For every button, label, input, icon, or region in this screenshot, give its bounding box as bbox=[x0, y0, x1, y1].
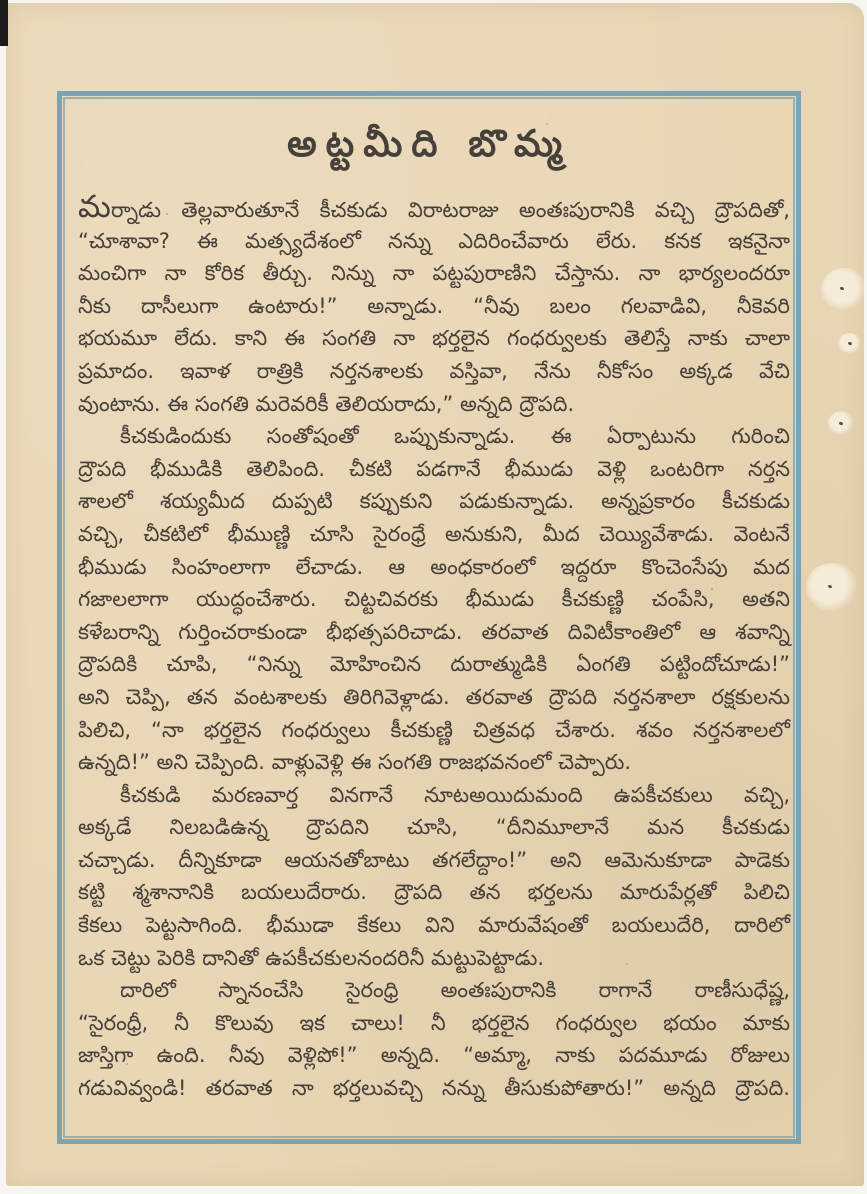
story-text bbox=[78, 189, 790, 1105]
scan-corner-mark bbox=[0, 0, 8, 46]
text-line-p2-l5: భీముడు సింహంలాగా లేచాడు. ఆ అంధకారంలో ఇద్దరూ కొంచెంసేపు మద bbox=[78, 554, 790, 579]
text-line-p3-l2: అక్కడే నిలబడిఉన్న ద్రౌపదిని చూసి, “దీనిమూలానే మన కీచకుడు bbox=[78, 815, 790, 840]
text-line-p4-l3: జాస్తిగా ఉంది. నీవు వెళ్లిపో!” అన్నది. “అమ్మా, నాకు పదమూడు రోజులు bbox=[78, 1043, 790, 1068]
text-line-p2-l8: ద్రౌపదికి చూపి, “నిన్ను మోహించిన దురాత్ముడికి ఏంగతి పట్టిందోచూడు!” bbox=[78, 652, 790, 677]
text-line-p1-l2: “చూశావా? ఈ మత్స్యదేశంలో నన్ను ఎదిరించేవారు లేరు. కనక ఇకనైనా bbox=[78, 228, 790, 253]
text-line-p2-l6: గజాలలాగా యుద్ధంచేశారు. చిట్టచివరకు భీముడు కీచకుణ్ణి చంపేసి, అతని bbox=[78, 587, 790, 612]
text-line-p4-l2: “సైరంధ్రీ, నీ కొలువు ఇక చాలు! నీ భర్తలైన గంధర్వుల భయం మాకు bbox=[78, 1010, 790, 1035]
paper-blemish bbox=[821, 268, 867, 310]
text-line-p3-l4: కట్టి శ్మశానానికి బయలుదేరారు. ద్రౌపది తన భర్తలను మారుపేర్లతో పిలిచి bbox=[78, 880, 790, 905]
text-line-p3-l3: చచ్చాడు. దీన్నికూడా ఆయనతోబాటు తగలేద్దాం!” అని ఆమెనుకూడా పాడెకు bbox=[78, 847, 790, 872]
text-line-p1-l6: ప్రమాదం. ఇవాళ రాత్రికి నర్తనశాలకు వస్తివా, నేను నీకోసం అక్కడ వేచి bbox=[78, 358, 790, 383]
paper-blemish bbox=[828, 411, 854, 435]
text-line-p2-l9: అని చెప్పి, తన వంటశాలకు తిరిగివెళ్లాడు. తరవాత ద్రౌపది నర్తనశాలా రక్షకులను bbox=[78, 684, 790, 709]
text-line-p3-l6: ఒక చెట్టు పెరికి దానితో ఉపకీచకులనందరినీ మట్టుపెట్టాడు. bbox=[78, 945, 545, 970]
text-line-p2-l1: కీచకుడిందుకు సంతోషంతో ఒప్పుకున్నాడు. ఈ ఏర్పాటును గురించి bbox=[120, 424, 790, 449]
paper-blemish bbox=[806, 563, 858, 611]
text-line-p2-l3: శాలలో శయ్యమీద దుప్పటి కప్పుకుని పడుకున్నాడు. అన్నప్రకారం కీచకుడు bbox=[78, 489, 790, 514]
text-line-p2-l10: పిలిచి, “నా భర్తలైన గంధర్వులు కీచకుణ్ణి చిత్రవధ చేశారు. శవం నర్తనశాలలో bbox=[78, 717, 790, 742]
text-line-p1-l3: మంచిగా నా కోరిక తీర్చు. నిన్ను నా పట్టపురాణిని చేస్తాను. నా భార్యలందరూ bbox=[78, 261, 790, 286]
text-line-p1-l1: మర్నాడు తెల్లవారుతూనే కీచకుడు విరాటరాజు అంతఃపురానికి వచ్చి ద్రౌపదితో, bbox=[78, 189, 790, 225]
text-line-p2-l7: కళేబరాన్ని గుర్తించరాకుండా భీభత్సపరిచాడు. తరవాత దివిటీకాంతిలో ఆ శవాన్ని bbox=[78, 619, 790, 644]
text-line-p1-l7: వుంటాను. ఈ సంగతి మరెవరికీ తెలియరాదు,” అన్నది ద్రౌపది. bbox=[78, 391, 575, 416]
text-line-p2-l11: ఉన్నది!” అని చెప్పింది. వాళ్లువెళ్లి ఈ సంగతి రాజభవనంలో చెప్పారు. bbox=[78, 750, 632, 775]
text-line-p2-l2: ద్రౌపది భీముడికి తెలిపింది. చీకటి పడగానే భీముడు వెళ్లి ఒంటరిగా నర్తన bbox=[78, 456, 790, 481]
page-title: అట్టమీది బొమ్మ bbox=[287, 122, 571, 165]
text-line-p3-l1: కీచకుడి మరణవార్త వినగానే నూటఅయిదుమంది ఉపకీచకులు వచ్చి, bbox=[120, 782, 790, 807]
text-line-p1-l5: భయమూ లేదు. కాని ఈ సంగతి నా భర్తలైన గంధర్వులకు తెలిస్తే నాకు చాలా bbox=[78, 326, 790, 351]
text-line-p3-l5: కేకలు పెట్టసాగింది. భీముడా కేకలు విని మారువేషంతో బయలుదేరి, దారిలో bbox=[78, 913, 790, 938]
text-line-p4-l4: గడువివ్వండి! తరవాత నా భర్తలువచ్చి నన్ను తీసుకుపోతారు!” అన్నది ద్రౌపది. bbox=[78, 1076, 790, 1101]
text-line-p2-l4: వచ్చి, చీకటిలో భీముణ్ణి చూసి సైరంధ్రే అనుకుని, మీద చెయ్యివేశాడు. వెంటనే bbox=[78, 521, 790, 546]
text-line-p4-l1: దారిలో స్నానంచేసి సైరంధ్రి అంతఃపురానికి రాగానే రాణీసుధేష్ణ, bbox=[120, 978, 790, 1003]
text-line-p1-l4: నీకు దాసీలుగా ఉంటారు!” అన్నాడు. “నీవు బలం గలవాడివి, నీకెవరి bbox=[78, 293, 790, 318]
dropcap-letter: మ bbox=[78, 189, 111, 225]
paper-blemish bbox=[838, 333, 862, 353]
